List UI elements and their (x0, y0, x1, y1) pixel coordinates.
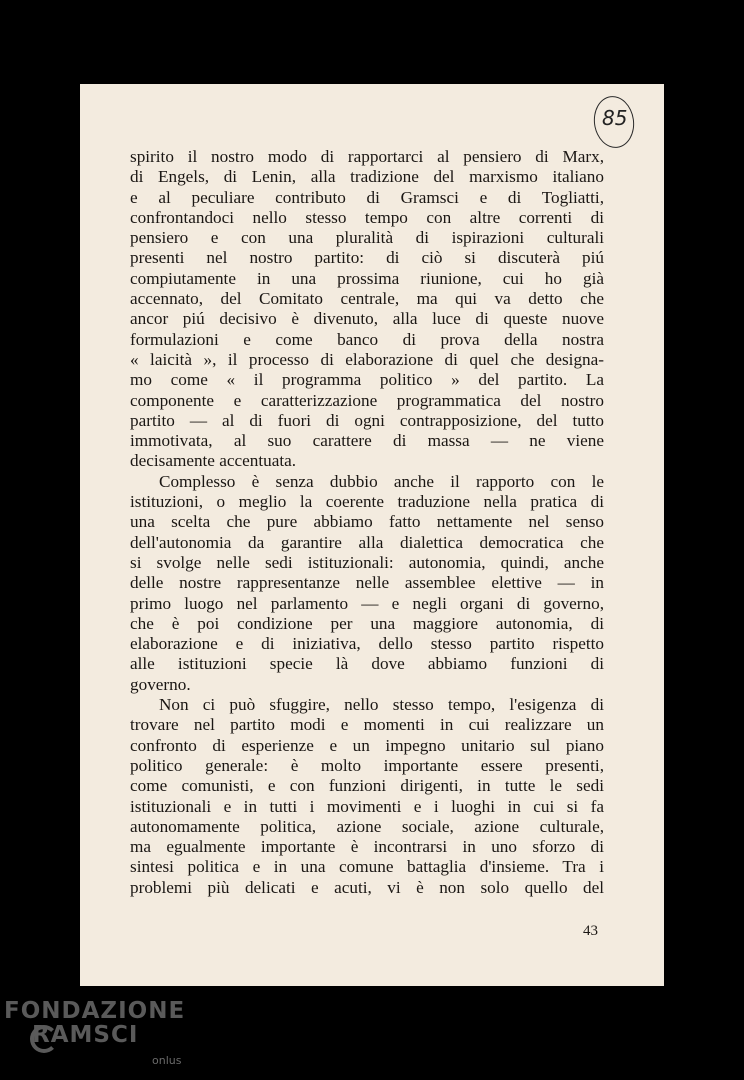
text-line: decisamente accentuata. (130, 451, 297, 471)
text-line: alle istituzioni specie là dove abbiamo funzioni di (130, 654, 604, 674)
text-line: Non ci può sfuggire, nello stesso tempo, l'esigenza di (159, 695, 604, 715)
text-line: accennato, del Comitato centrale, ma qui va detto che (130, 289, 604, 309)
text-line: trovare nel partito modi e momenti in cui realizzare un (130, 715, 604, 735)
logo-line1: FONDAZIONE (4, 998, 186, 1024)
text-line: formulazioni e come banco di prova della nostra (130, 329, 604, 349)
text-line: mo come « il programma politico » del partito. La (130, 370, 604, 390)
text-line: problemi più delicati e acuti, vi è non solo quello del (130, 877, 604, 897)
text-line: politico generale: è molto importante essere presenti, (130, 755, 604, 775)
text-line: istituzioni, o meglio la coerente traduzione nella pratica di (130, 492, 604, 512)
body-text (130, 147, 604, 898)
text-line: ma egualmente importante è incontrarsi in uno sforzo di (130, 837, 604, 857)
text-line: spirito il nostro modo di rapportarci al pensiero di Marx, (130, 147, 604, 166)
text-line: istituzionali e in tutti i movimenti e i luoghi in cui si fa (130, 796, 604, 816)
text-line: compiutamente in una prossima riunione, cui ho già (130, 268, 604, 288)
text-line: sintesi politica e in una comune battaglia d'insieme. Tra i (130, 857, 604, 877)
logo-onlus: onlus (152, 1054, 182, 1067)
text-line: e al peculiare contributo di Gramsci e di Togliatti, (130, 187, 604, 207)
fondazione-gramsci-logo (4, 998, 186, 1067)
logo-line2: RAMSCI (32, 1022, 139, 1048)
scanned-page (80, 84, 664, 986)
text-line: che è poi condizione per una maggiore autonomia, di (130, 613, 604, 633)
archive-stamp-number: 85 (602, 106, 628, 130)
text-line: confronto di esperienze e un impegno unitario sul piano (130, 735, 604, 755)
page-number: 43 (583, 923, 598, 939)
text-line: si svolge nelle sedi istituzionali: autonomia, quindi, anche (130, 552, 604, 572)
text-line: autonomamente politica, azione sociale, azione culturale, (130, 816, 604, 836)
text-line: delle nostre rappresentanze nelle assemblee elettive — in (130, 573, 604, 593)
text-line: ancor piú decisivo è divenuto, alla luce di queste nuove (130, 309, 604, 329)
text-line: pensiero e con una pluralità di ispirazioni culturali (130, 228, 604, 248)
text-line: immotivata, al suo carattere di massa — ne viene (130, 431, 604, 451)
text-line: governo. (130, 674, 191, 694)
text-line: come comunisti, e con funzioni dirigenti, in tutte le sedi (130, 776, 604, 796)
text-line: componente e caratterizzazione programmatica del nostro (130, 390, 604, 410)
text-line: presenti nel nostro partito: di ciò si discuterà piú (130, 248, 604, 268)
text-line: Complesso è senza dubbio anche il rapporto con le (159, 471, 604, 491)
text-line: primo luogo nel parlamento — e negli organi di governo, (130, 593, 604, 613)
text-line: di Engels, di Lenin, alla tradizione del marxismo italiano (130, 167, 604, 187)
text-line: confrontandoci nello stesso tempo con altre correnti di (130, 207, 604, 227)
text-line: una scelta che pure abbiamo fatto nettamente nel senso (130, 512, 604, 532)
text-line: partito — al di fuori di ogni contrapposizione, del tutto (130, 410, 604, 430)
text-line: elaborazione e di iniziativa, dello stesso partito rispetto (130, 634, 604, 654)
text-line: dell'autonomia da garantire alla dialettica democratica che (130, 532, 604, 552)
text-line: « laicità », il processo di elaborazione di quel che designa- (130, 349, 604, 369)
